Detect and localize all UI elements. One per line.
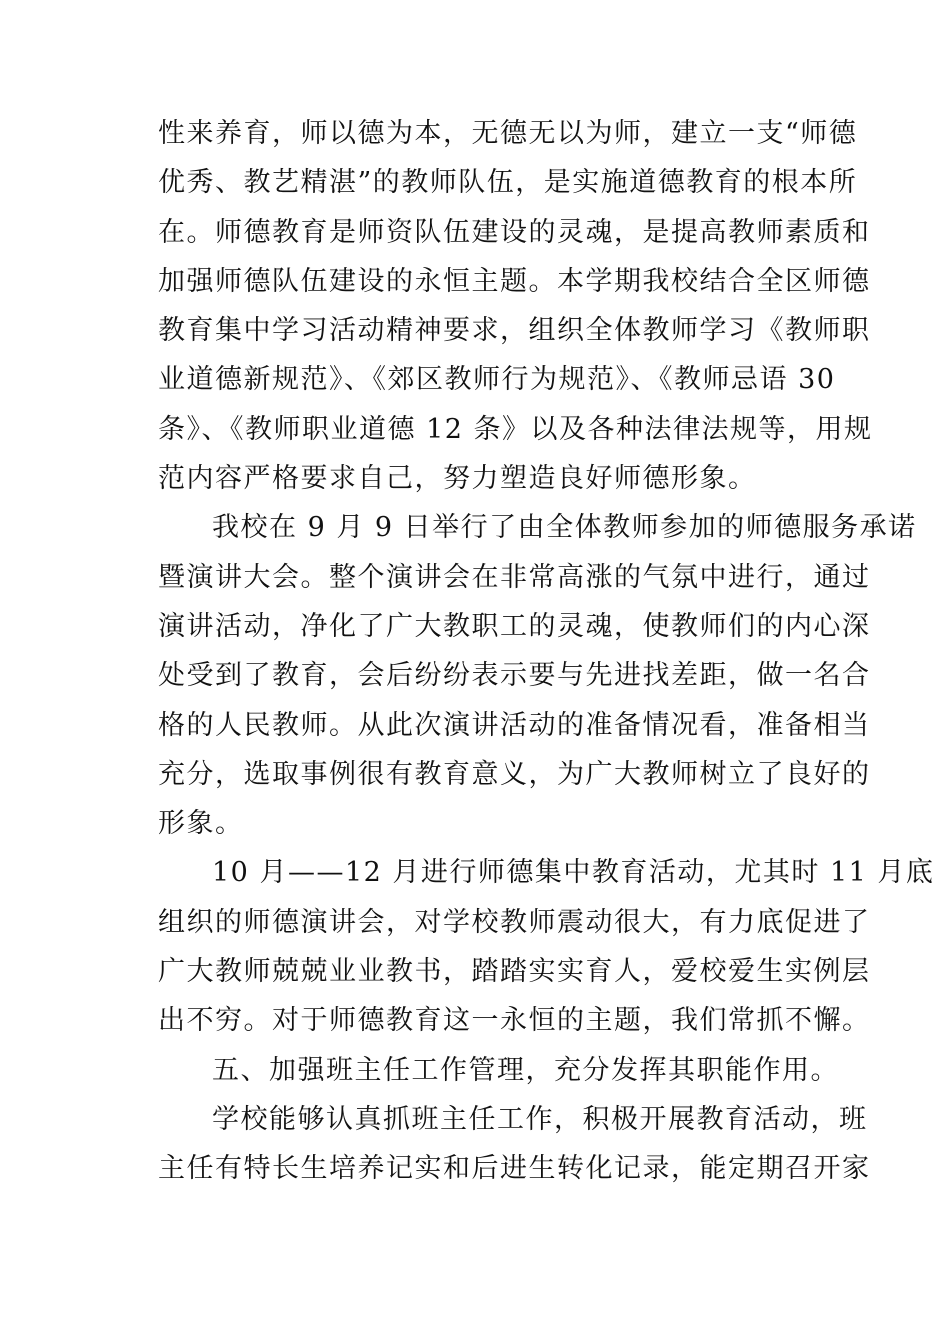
text-line: 格的人民教师。从此次演讲活动的准备情况看，准备相当: [158, 709, 871, 741]
text-line: 暨演讲大会。整个演讲会在非常高涨的气氛中进行，通过: [158, 561, 871, 593]
text-line: 业道德新规范》、《郊区教师行为规范》、《教师忌语 30: [158, 364, 836, 396]
paragraph-start-line: 我校在 9 月 9 日举行了由全体教师参加的师德服务承诺: [212, 512, 917, 544]
text-line: 教育集中学习活动精神要求，组织全体教师学习《教师职: [158, 315, 871, 347]
text-line: 充分，选取事例很有教育意义，为广大教师树立了良好的: [158, 758, 871, 790]
paragraph-start-line: 学校能够认真抓班主任工作，积极开展教育活动，班: [212, 1103, 868, 1135]
text-line: 组织的师德演讲会，对学校教师震动很大，有力底促进了: [158, 906, 871, 938]
text-line: 性来养育，师以德为本，无德无以为师，建立一支“师德: [158, 118, 858, 149]
text-line: 出不穷。对于师德教育这一永恒的主题，我们常抓不懈。: [158, 1005, 871, 1037]
text-line: 条》、《教师职业道德 12 条》以及各种法律法规等，用规: [158, 413, 873, 445]
text-line: 主任有特长生培养记实和后进生转化记录，能定期召开家: [158, 1153, 871, 1185]
text-line: 优秀、教艺精湛”的教师队伍，是实施道德教育的根本所: [158, 167, 858, 199]
paragraph-start-line: 10 月——12 月进行师德集中教育活动，尤其时 11 月底: [212, 857, 935, 889]
text-line: 处受到了教育，会后纷纷表示要与先进找差距，做一名合: [158, 660, 871, 692]
text-line: 演讲活动，净化了广大教职工的灵魂，使教师们的内心深: [158, 610, 871, 642]
text-line: 在。师德教育是师资队伍建设的灵魂，是提高教师素质和: [158, 216, 871, 248]
text-line: 形象。: [158, 808, 244, 840]
text-line: 广大教师兢兢业业教书，踏踏实实育人，爱校爱生实例层: [158, 956, 871, 988]
text-line: 加强师德队伍建设的永恒主题。本学期我校结合全区师德: [158, 265, 871, 297]
section-heading: 五、加强班主任工作管理，充分发挥其职能作用。: [212, 1054, 839, 1086]
body-text: [158, 109, 935, 1194]
text-line: 范内容严格要求自己，努力塑造良好师德形象。: [158, 463, 757, 495]
